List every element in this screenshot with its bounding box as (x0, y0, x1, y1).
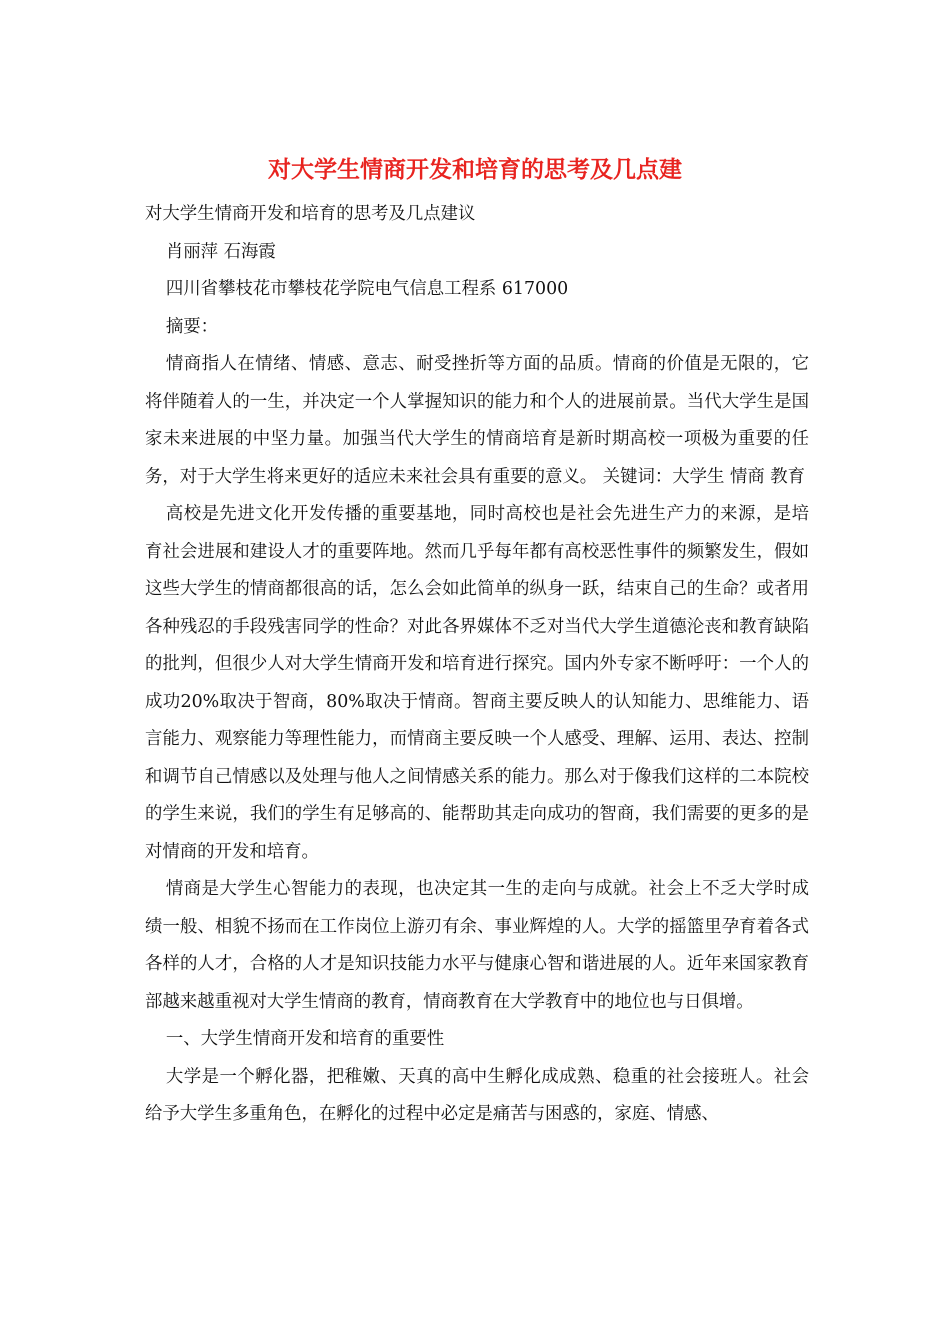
abstract-label: 摘要： (165, 316, 219, 337)
abstract-text: 情商指人在情绪、情感、意志、耐受挫折等方面的品质。情商的价值是无限的，它将伴随着人的一生，并决定一个人掌握知识的能力和个人的进展前景。当代大学生是国家未来进展的中坚力量。加强当代大学生的情商培育是新时期高校一项极为重要的任务，对于大学生将来更好的适应未来社会具有重要的意义。 关键词：大学生 情商 教育 (145, 354, 809, 487)
section-1-text: 大学是一个孵化器，把稚嫩、天真的高中生孵化成成熟、稳重的社会接班人。社会给予大学生多重角色，在孵化的过程中必定是痛苦与困惑的，家庭、情感、 (145, 1066, 809, 1124)
section-1-heading: 一、大学生情商开发和培育的重要性 (165, 1029, 445, 1049)
authors: 肖丽萍 石海霞 (165, 241, 276, 262)
document-subtitle: 对大学生情商开发和培育的思考及几点建议 (145, 204, 476, 224)
document-title: 对大学生情商开发和培育的思考及几点建 (268, 156, 682, 183)
paragraph-2: 情商是大学生心智能力的表现，也决定其一生的走向与成就。社会上不乏大学时成绩一般、相貌不扬而在工作岗位上游刃有余、事业辉煌的人。大学的摇篮里孕育着各式各样的人才，合格的人才是知识技能力水平与健康心智和谐进展的人。近年来国家教育部越来越重视对大学生情商的教育，情商教育在大学教育中的地位也与日俱增。 (145, 879, 809, 1012)
paragraph-1: 高校是先进文化开发传播的重要基地，同时高校也是社会先进生产力的来源，是培育社会进展和建设人才的重要阵地。然而几乎每年都有高校恶性事件的频繁发生，假如这些大学生的情商都很高的话，怎么会如此简单的纵身一跃，结束自己的生命？或者用各种残忍的手段残害同学的性命？对此各界媒体不乏对当代大学生道德沦丧和教育缺陷的批判，但很少人对大学生情商开发和培育进行探究。国内外专家不断呼吁：一个人的成功20%取决于智商，80%取决于情商。智商主要反映人的认知能力、思维能力、语言能力、观察能力等理性能力，而情商主要反映一个人感受、理解、运用、表达、控制和调节自己情感以及处理与他人之间情感关系的能力。那么对于像我们这样的二本院校的学生来说，我们的学生有足够高的、能帮助其走向成功的智商，我们需要的更多的是对情商的开发和培育。 (145, 504, 809, 862)
document-body (145, 196, 809, 1134)
affiliation: 四川省攀枝花市攀枝花学院电气信息工程系 617000 (165, 279, 569, 299)
